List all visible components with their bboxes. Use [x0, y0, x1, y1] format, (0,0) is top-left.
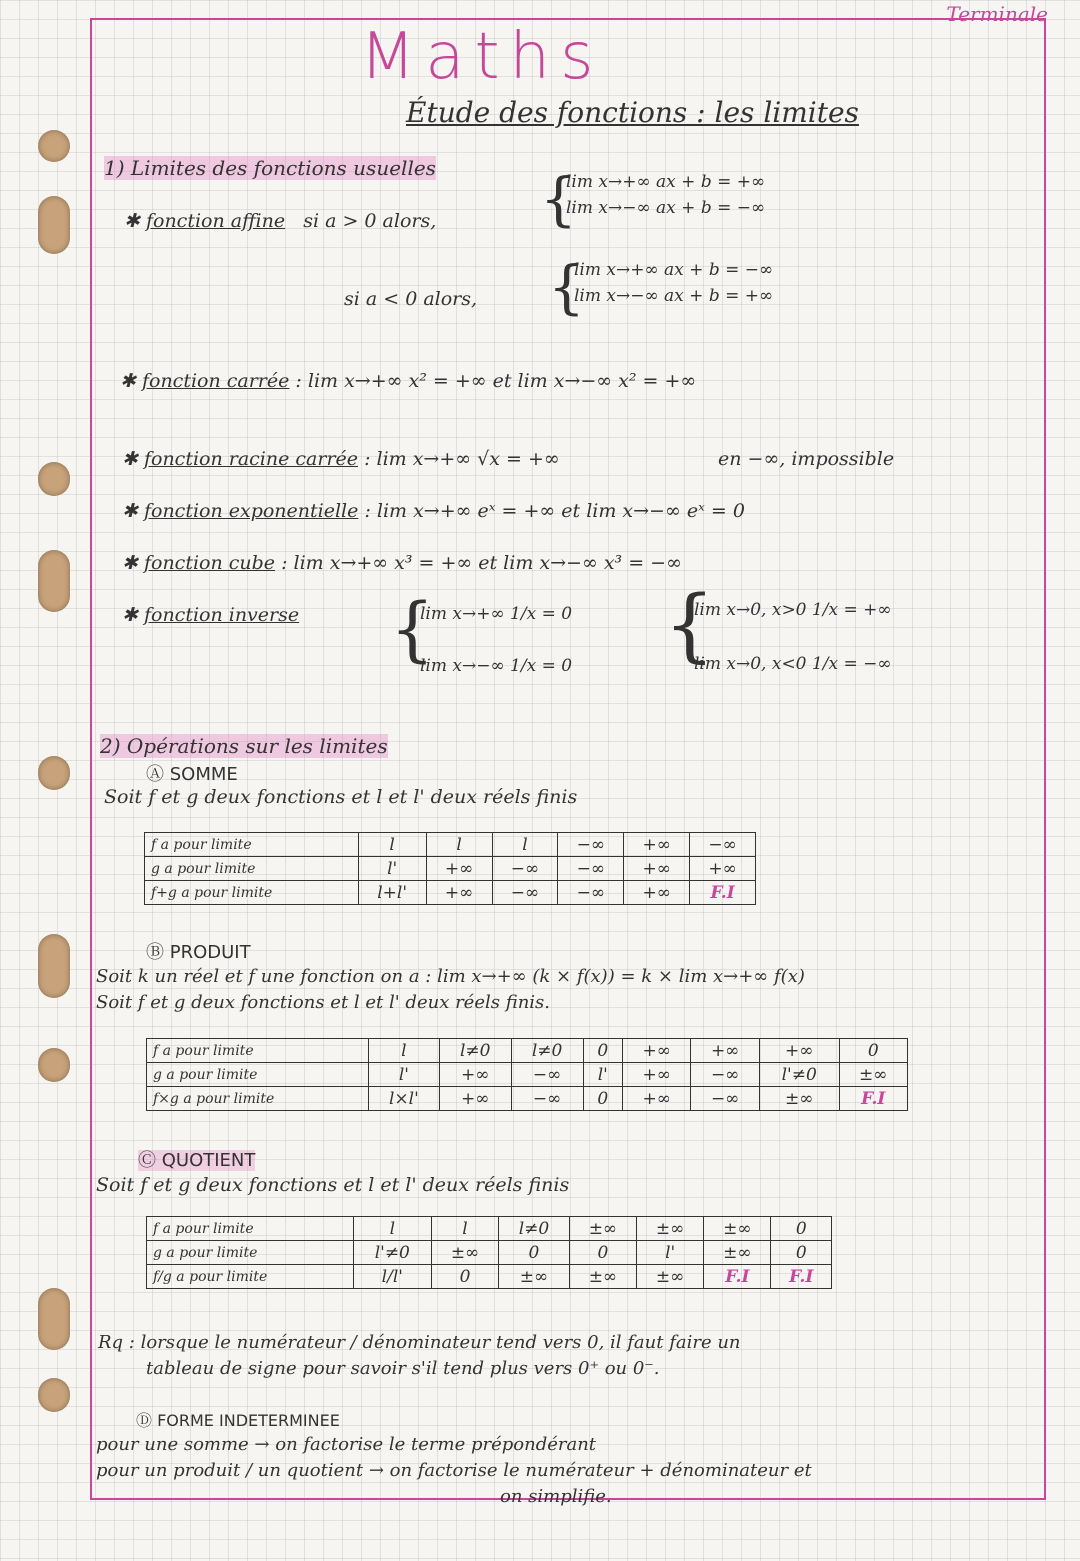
table-cell: l+l' — [358, 881, 426, 905]
table-cell: ±∞ — [759, 1087, 839, 1111]
affine-cond-pos: si a > 0 alors, — [303, 210, 437, 232]
table-cell: l≠0 — [511, 1039, 583, 1063]
inverse-right-block: { lim x→0, x>0 1/x = +∞ lim x→0, x<0 1/x = −∞ — [664, 578, 892, 674]
table-cell: −∞ — [492, 881, 558, 905]
affine-row: ✱ fonction affine si a > 0 alors, — [124, 210, 437, 232]
table-cell: 0 — [583, 1039, 622, 1063]
quotient-intro: Soit f et g deux fonctions et l et l' deux réels finis — [96, 1174, 570, 1196]
quotient-heading-text: Ⓒ QUOTIENT — [138, 1150, 256, 1171]
affine-cond-neg: si a < 0 alors, — [344, 288, 478, 310]
table-cell: F.I — [704, 1265, 771, 1289]
binder-hole — [38, 130, 70, 162]
section-heading-2: 2) Opérations sur les limites — [100, 734, 388, 758]
fi-heading: Ⓓ FORME INDETERMINEE — [136, 1411, 340, 1430]
table-cell: ±∞ — [704, 1241, 771, 1265]
table-cell: 0 — [431, 1265, 498, 1289]
affine-neg2: lim x→−∞ ax + b = +∞ — [574, 286, 774, 306]
racine-label: fonction racine carrée — [143, 448, 359, 470]
table-cell: +∞ — [624, 833, 690, 857]
table-row — [147, 1063, 908, 1087]
row-header-cell: g a pour limite — [147, 1241, 354, 1265]
table-row — [147, 1265, 832, 1289]
table-cell: 0 — [499, 1241, 570, 1265]
table-cell: l — [426, 833, 492, 857]
table-row — [147, 1241, 832, 1265]
table-cell: 0 — [771, 1241, 832, 1265]
row-header-cell: f a pour limite — [147, 1217, 354, 1241]
cube-row: ✱ fonction cube : lim x→+∞ x³ = +∞ et lim x→−∞ x³ = −∞ — [122, 552, 682, 574]
fi-line-1: pour une somme → on factorise le terme prépondérant — [96, 1434, 597, 1455]
produit-intro1: Soit k un réel et f une fonction on a : lim x→+∞ (k × f(x)) = k × lim x→+∞ f(x) — [96, 966, 805, 987]
row-header-cell: g a pour limite — [147, 1063, 369, 1087]
somme-intro: Soit f et g deux fonctions et l et l' deux réels finis — [104, 786, 578, 808]
affine-pos2: lim x→−∞ ax + b = −∞ — [566, 198, 766, 218]
table-cell: +∞ — [426, 857, 492, 881]
somme-heading: Ⓐ SOMME — [146, 764, 238, 785]
binder-hole — [38, 1378, 70, 1412]
table-cell: +∞ — [439, 1087, 511, 1111]
cube-label: fonction cube — [143, 552, 276, 574]
binder-hole — [38, 756, 70, 790]
table-cell: +∞ — [439, 1063, 511, 1087]
table-cell: +∞ — [622, 1039, 690, 1063]
table-cell: +∞ — [622, 1087, 690, 1111]
table-cell: −∞ — [691, 1087, 759, 1111]
table-cell: F.I — [690, 881, 756, 905]
table-cell: l — [358, 833, 426, 857]
table-cell: l — [353, 1217, 431, 1241]
table-row — [147, 1087, 908, 1111]
expo-label: fonction exponentielle — [143, 500, 359, 522]
row-header-cell: f+g a pour limite — [145, 881, 359, 905]
racine-note: en −∞, impossible — [718, 448, 895, 470]
binder-hole — [38, 1048, 70, 1082]
table-cell: −∞ — [558, 881, 624, 905]
table-cell: l — [369, 1039, 440, 1063]
inverse-r1: lim x→0, x>0 1/x = +∞ — [694, 600, 892, 620]
table-cell: 0 — [583, 1087, 622, 1111]
table-cell: l' — [583, 1063, 622, 1087]
table-cell: −∞ — [691, 1063, 759, 1087]
inverse-row: ✱ fonction inverse — [122, 604, 300, 626]
table-cell: ±∞ — [569, 1265, 636, 1289]
table-cell: +∞ — [759, 1039, 839, 1063]
page-subtitle: Étude des fonctions : les limites — [406, 96, 859, 129]
quotient-table — [146, 1216, 832, 1289]
table-row — [145, 833, 756, 857]
table-cell: l — [431, 1217, 498, 1241]
table-cell: l' — [358, 857, 426, 881]
table-cell: 0 — [839, 1039, 908, 1063]
affine-neg1: lim x→+∞ ax + b = −∞ — [574, 260, 774, 280]
table-cell: +∞ — [622, 1063, 690, 1087]
affine-pos-block: { lim x→+∞ ax + b = +∞ lim x→−∞ ax + b = −∞ — [540, 165, 766, 233]
table-row — [147, 1039, 908, 1063]
table-cell: ±∞ — [637, 1265, 704, 1289]
binder-hole — [38, 550, 70, 612]
fi-line-2: pour un produit / un quotient → on factorise le numérateur + dénominateur et — [96, 1460, 812, 1481]
table-row — [145, 881, 756, 905]
expo-text: : lim x→+∞ eˣ = +∞ et lim x→−∞ eˣ = 0 — [364, 500, 745, 522]
table-cell: 0 — [569, 1241, 636, 1265]
table-cell: ±∞ — [499, 1265, 570, 1289]
remarque-line-2: tableau de signe pour savoir s'il tend plus vers 0⁺ ou 0⁻. — [146, 1358, 660, 1379]
table-cell: +∞ — [690, 857, 756, 881]
racine-text: : lim x→+∞ √x = +∞ — [364, 448, 560, 470]
carree-text: : lim x→+∞ x² = +∞ et lim x→−∞ x² = +∞ — [295, 370, 697, 392]
cube-text: : lim x→+∞ x³ = +∞ et lim x→−∞ x³ = −∞ — [281, 552, 682, 574]
produit-table — [146, 1038, 908, 1111]
table-cell: 0 — [771, 1217, 832, 1241]
remarque-line-1: Rq : lorsque le numérateur / dénominateur tend vers 0, il faut faire un — [98, 1332, 741, 1353]
row-header-cell: f a pour limite — [147, 1039, 369, 1063]
table-cell: +∞ — [691, 1039, 759, 1063]
table-row — [147, 1217, 832, 1241]
table-cell: −∞ — [558, 857, 624, 881]
inverse-label: fonction inverse — [143, 604, 300, 626]
table-cell: l≠0 — [439, 1039, 511, 1063]
fi-line-3: on simplifie. — [500, 1486, 612, 1507]
carree-label: fonction carrée — [141, 370, 290, 392]
section-heading-1: 1) Limites des fonctions usuelles — [104, 156, 436, 180]
affine-pos1: lim x→+∞ ax + b = +∞ — [566, 172, 766, 192]
inverse-l1: lim x→+∞ 1/x = 0 — [420, 604, 573, 624]
table-cell: l' — [369, 1063, 440, 1087]
table-cell: −∞ — [558, 833, 624, 857]
affine-neg-block: { lim x→+∞ ax + b = −∞ lim x→−∞ ax + b = +∞ — [548, 253, 774, 321]
table-cell: l — [492, 833, 558, 857]
binder-hole — [38, 462, 70, 496]
row-header-cell: f/g a pour limite — [147, 1265, 354, 1289]
page-title: Maths — [360, 20, 604, 94]
table-cell: −∞ — [511, 1063, 583, 1087]
produit-heading: Ⓑ PRODUIT — [146, 942, 251, 963]
binder-hole — [38, 934, 70, 998]
binder-hole — [38, 196, 70, 254]
table-cell: +∞ — [624, 881, 690, 905]
table-cell: +∞ — [624, 857, 690, 881]
row-header-cell: g a pour limite — [145, 857, 359, 881]
level-label: Terminale — [946, 2, 1048, 26]
table-cell: ±∞ — [839, 1063, 908, 1087]
table-cell: ±∞ — [704, 1217, 771, 1241]
table-cell: l'≠0 — [353, 1241, 431, 1265]
binder-hole — [38, 1288, 70, 1350]
table-cell: l×l' — [369, 1087, 440, 1111]
table-cell: −∞ — [690, 833, 756, 857]
racine-row: ✱ fonction racine carrée : lim x→+∞ √x = +∞ — [122, 448, 560, 470]
table-cell: +∞ — [426, 881, 492, 905]
table-cell: F.I — [771, 1265, 832, 1289]
expo-row: ✱ fonction exponentielle : lim x→+∞ eˣ = +∞ et lim x→−∞ eˣ = 0 — [122, 500, 745, 522]
affine-label: fonction affine — [145, 210, 286, 232]
table-row — [145, 857, 756, 881]
row-header-cell: f×g a pour limite — [147, 1087, 369, 1111]
table-cell: l≠0 — [499, 1217, 570, 1241]
inverse-left-block: { lim x→+∞ 1/x = 0 lim x→−∞ 1/x = 0 — [390, 588, 573, 676]
table-cell: ±∞ — [637, 1217, 704, 1241]
table-cell: ±∞ — [431, 1241, 498, 1265]
table-cell: l/l' — [353, 1265, 431, 1289]
table-cell: l'≠0 — [759, 1063, 839, 1087]
inverse-r2: lim x→0, x<0 1/x = −∞ — [694, 654, 892, 674]
carree-row: ✱ fonction carrée : lim x→+∞ x² = +∞ et lim x→−∞ x² = +∞ — [120, 370, 697, 392]
table-cell: F.I — [839, 1087, 908, 1111]
row-header-cell: f a pour limite — [145, 833, 359, 857]
quotient-heading — [138, 1146, 255, 1172]
table-cell: −∞ — [511, 1087, 583, 1111]
produit-intro2: Soit f et g deux fonctions et l et l' deux réels finis. — [96, 992, 551, 1013]
inverse-l2: lim x→−∞ 1/x = 0 — [420, 656, 573, 676]
somme-table — [144, 832, 756, 905]
table-cell: l' — [637, 1241, 704, 1265]
table-cell: −∞ — [492, 857, 558, 881]
table-cell: ±∞ — [569, 1217, 636, 1241]
